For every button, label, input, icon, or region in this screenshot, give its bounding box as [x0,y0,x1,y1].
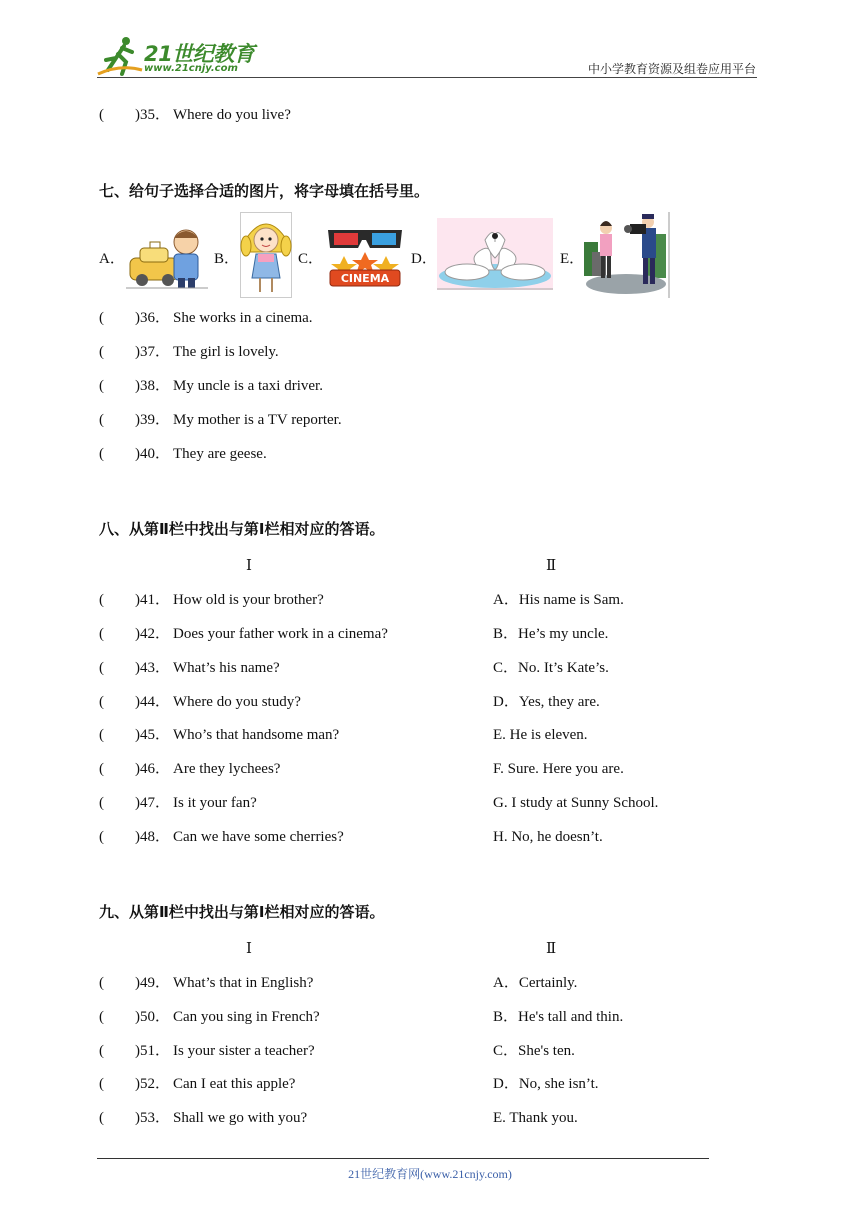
answer-blank-close: ) [135,378,140,394]
header-platform-text: 中小学教育资源及组卷应用平台 [587,62,756,76]
question-number: 40． [140,446,171,462]
question-number: 35． [140,107,171,123]
picture-label-e: E． [560,251,585,267]
answer-blank-open: ( [99,795,104,811]
section-8-title: 八、从第Ⅱ栏中找出与第Ⅰ栏相对应的答语。 [99,520,385,538]
question-text: Is it your fan? [173,795,257,811]
question-number: 50． [140,1009,171,1025]
question-text: She works in a cinema. [173,310,313,326]
answer-blank-open: ( [99,592,104,608]
question-text: How old is your brother? [173,592,324,608]
answer-blank-close: ) [135,829,140,845]
answer-blank-close: ) [135,107,140,123]
picture-label-c: C． [298,251,324,267]
section-9-title: 九、从第Ⅱ栏中找出与第Ⅰ栏相对应的答语。 [99,903,385,921]
answer-blank-open: ( [99,975,104,991]
question-number: 38． [140,378,171,394]
taxi-driver-picture-icon [126,220,208,290]
picture-label-a: A． [99,251,125,267]
answer-blank-open: ( [99,378,104,394]
answer-blank-open: ( [99,660,104,676]
answer-blank-open: ( [99,1110,104,1126]
question-text: Can I eat this apple? [173,1076,296,1092]
answer-option: D．Yes, they are. [493,694,600,710]
question-number: 52． [140,1076,171,1092]
answer-blank-close: ) [135,795,140,811]
girl-picture-icon [240,212,292,298]
answer-blank-close: ) [135,1110,140,1126]
question-number: 41． [140,592,171,608]
answer-blank-close: ) [135,310,140,326]
column-1-heading: Ⅰ [246,941,252,957]
answer-blank-open: ( [99,761,104,777]
answer-blank-open: ( [99,446,104,462]
question-text: What’s that in English? [173,975,314,991]
question-text: My mother is a TV reporter. [173,412,342,428]
answer-blank-close: ) [135,1043,140,1059]
question-text: Where do you live? [173,107,291,123]
question-number: 45． [140,727,171,743]
answer-option: A．His name is Sam. [493,592,624,608]
answer-blank-close: ) [135,975,140,991]
question-text: What’s his name? [173,660,280,676]
answer-blank-close: ) [135,1009,140,1025]
question-number: 49． [140,975,171,991]
question-number: 48． [140,829,171,845]
question-text: Does your father work in a cinema? [173,626,388,642]
question-text: Can you sing in French? [173,1009,320,1025]
answer-option: C．She's ten. [493,1043,575,1059]
answer-blank-close: ) [135,694,140,710]
footer-text: 21世纪教育网(www.21cnjy.com) [348,1167,512,1181]
picture-label-b: B． [214,251,240,267]
answer-blank-close: ) [135,626,140,642]
logo-text: 21世纪教育 [144,42,255,66]
answer-blank-close: ) [135,727,140,743]
answer-blank-close: ) [135,446,140,462]
question-number: 43． [140,660,171,676]
picture-label-d: D． [411,251,437,267]
answer-blank-close: ) [135,1076,140,1092]
question-text: Are they lychees? [173,761,281,777]
question-number: 42． [140,626,171,642]
column-2-heading: Ⅱ [546,558,557,574]
answer-option: H. No, he doesn’t. [493,829,603,845]
answer-blank-open: ( [99,1043,104,1059]
svg-text:CINEMA: CINEMA [340,272,390,285]
question-text: Is your sister a teacher? [173,1043,315,1059]
header-divider [97,77,757,78]
section-7-title: 七、给句子选择合适的图片，将字母填在括号里。 [99,182,430,200]
answer-blank-open: ( [99,727,104,743]
answer-option: E. He is eleven. [493,727,588,743]
answer-option: D．No, she isn’t. [493,1076,599,1092]
question-number: 47． [140,795,171,811]
answer-option: G. I study at Sunny School. [493,795,659,811]
answer-option: C．No. It’s Kate’s. [493,660,609,676]
question-number: 39． [140,412,171,428]
answer-blank-open: ( [99,1009,104,1025]
question-text: Where do you study? [173,694,301,710]
answer-option: B．He’s my uncle. [493,626,609,642]
answer-blank-close: ) [135,592,140,608]
answer-blank-close: ) [135,344,140,360]
answer-blank-open: ( [99,412,104,428]
answer-blank-open: ( [99,1076,104,1092]
site-logo [96,34,261,78]
question-number: 36． [140,310,171,326]
answer-blank-open: ( [99,107,104,123]
answer-blank-open: ( [99,829,104,845]
answer-blank-open: ( [99,694,104,710]
answer-blank-open: ( [99,344,104,360]
logo-url: www.21cnjy.com [144,63,238,74]
question-number: 53． [140,1110,171,1126]
runner-logo-icon [96,34,144,78]
geese-picture-icon [437,218,553,290]
question-number: 51． [140,1043,171,1059]
tv-reporter-picture-icon [584,212,670,298]
answer-option: F. Sure. Here you are. [493,761,624,777]
footer-divider [97,1158,709,1159]
answer-blank-open: ( [99,310,104,326]
question-text: Who’s that handsome man? [173,727,340,743]
answer-option: B．He's tall and thin. [493,1009,624,1025]
answer-blank-close: ) [135,660,140,676]
question-number: 44． [140,694,171,710]
column-1-heading: Ⅰ [246,558,252,574]
question-number: 46． [140,761,171,777]
cinema-picture-icon [324,220,406,290]
answer-option: A．Certainly. [493,975,578,991]
question-text: Shall we go with you? [173,1110,308,1126]
answer-option: E. Thank you. [493,1110,578,1126]
answer-blank-close: ) [135,412,140,428]
answer-blank-open: ( [99,626,104,642]
question-text: The girl is lovely. [173,344,279,360]
question-text: They are geese. [173,446,267,462]
question-number: 37． [140,344,171,360]
answer-blank-close: ) [135,761,140,777]
column-2-heading: Ⅱ [546,941,557,957]
question-text: My uncle is a taxi driver. [173,378,323,394]
question-text: Can we have some cherries? [173,829,344,845]
